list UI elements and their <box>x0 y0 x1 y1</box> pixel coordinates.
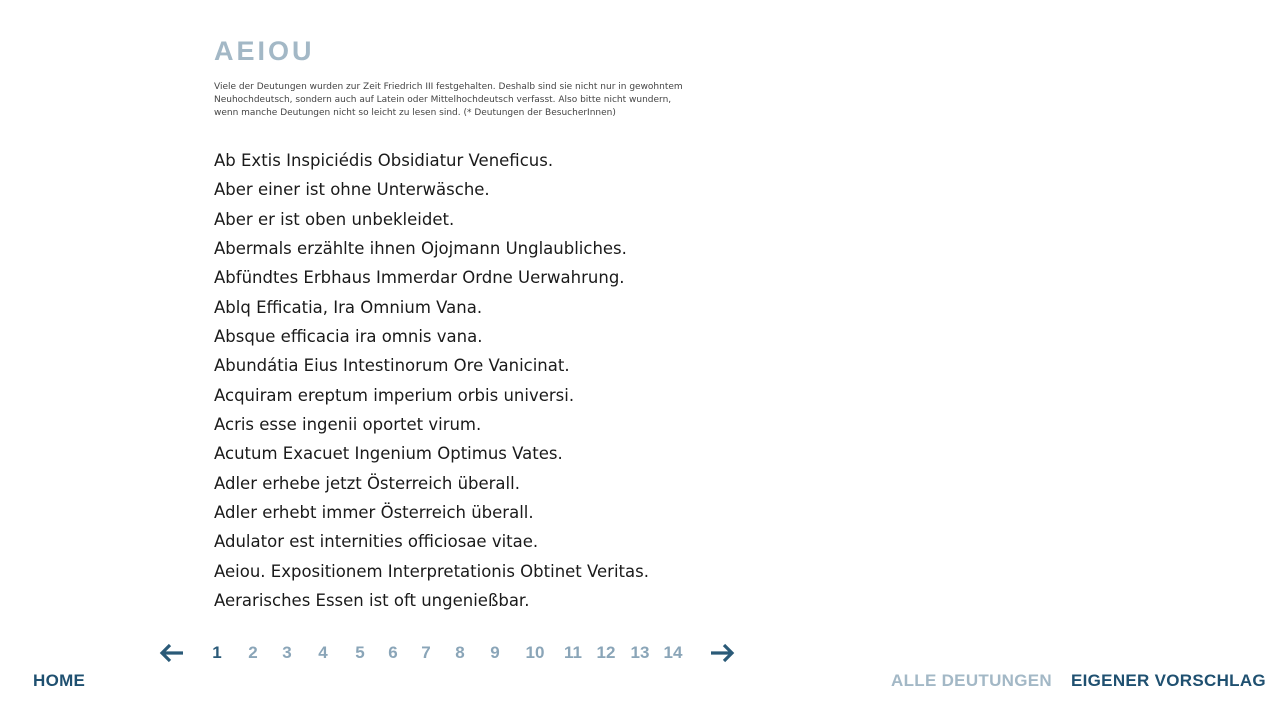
interpretation-item[interactable]: Abermals erzählte ihnen Ojojmann Unglaubliches. <box>214 239 627 259</box>
arrow-left-icon <box>159 641 185 665</box>
interpretation-list <box>214 146 649 616</box>
page-link-10[interactable]: 10 <box>525 643 545 662</box>
interpretation-item[interactable]: Adulator est internities officiosae vitae. <box>214 532 539 552</box>
page-link-8[interactable]: 8 <box>455 643 465 662</box>
page-link-11[interactable]: 11 <box>564 643 582 662</box>
interpretation-item[interactable]: Acutum Exacuet Ingenium Optimus Vates. <box>214 444 563 464</box>
interpretation-item[interactable]: Adler erhebt immer Österreich überall. <box>214 503 534 523</box>
home-link[interactable]: HOME <box>33 671 86 690</box>
interpretation-item[interactable]: Aeiou. Expositionem Interpretationis Obtinet Veritas. <box>214 561 649 581</box>
interpretation-item[interactable]: Abundátia Eius Intestinorum Ore Vanicinat. <box>214 356 570 376</box>
own-suggestion-link[interactable]: EIGENER VORSCHLAG <box>1071 671 1266 690</box>
intro-text <box>214 81 683 121</box>
intro-line: Viele der Deutungen wurden zur Zeit Friedrich III festgehalten. Deshalb sind sie nicht nur in gewohntem <box>214 82 683 92</box>
intro-line: wenn manche Deutungen nicht so leicht zu lesen sind. (* Deutungen der BesucherInnen) <box>214 108 616 119</box>
arrow-right-icon <box>709 641 735 665</box>
interpretation-item[interactable]: Abfündtes Erbhaus Immerdar Ordne Uerwahrung. <box>214 268 625 288</box>
page-link-4[interactable]: 4 <box>318 643 328 662</box>
interpretation-item[interactable]: Adler erhebe jetzt Österreich überall. <box>214 473 520 493</box>
pagination <box>155 638 755 668</box>
interpretation-item[interactable]: Aber einer ist ohne Unterwäsche. <box>214 180 490 200</box>
all-interpretations-link[interactable]: ALLE DEUTUNGEN <box>891 671 1052 690</box>
page-link-3[interactable]: 3 <box>282 643 292 662</box>
page-link-1[interactable]: 1 <box>212 643 222 662</box>
page-link-12[interactable]: 12 <box>596 643 616 662</box>
interpretation-item[interactable]: Acquiram ereptum imperium orbis universi. <box>214 385 575 405</box>
page-link-13[interactable]: 13 <box>630 643 650 662</box>
interpretation-item[interactable]: Absque efficacia ira omnis vana. <box>214 327 483 347</box>
interpretation-item[interactable]: Ab Extis Inspiciédis Obsidiatur Veneficus. <box>214 151 554 170</box>
page-link-9[interactable]: 9 <box>490 643 500 662</box>
page-link-7[interactable]: 7 <box>421 643 431 662</box>
interpretation-item[interactable]: Acris esse ingenii oportet virum. <box>214 415 482 435</box>
interpretation-item[interactable]: Aerarisches Essen ist oft ungenießbar. <box>214 591 530 611</box>
page-title: AEIOU <box>214 36 315 66</box>
page-link-2[interactable]: 2 <box>248 643 258 662</box>
next-page-button[interactable] <box>709 641 739 665</box>
interpretation-item[interactable]: Aber er ist oben unbekleidet. <box>214 209 455 229</box>
page-link-6[interactable]: 6 <box>388 643 398 662</box>
interpretation-item[interactable]: Ablq Efficatia, Ira Omnium Vana. <box>214 297 483 317</box>
page-link-5[interactable]: 5 <box>355 643 365 662</box>
intro-line: Neuhochdeutsch, sondern auch auf Latein oder Mittelhochdeutsch verfasst. Also bitte nicht wundern, <box>214 95 672 106</box>
page-link-14[interactable]: 14 <box>663 643 683 662</box>
prev-page-button[interactable] <box>159 641 189 665</box>
